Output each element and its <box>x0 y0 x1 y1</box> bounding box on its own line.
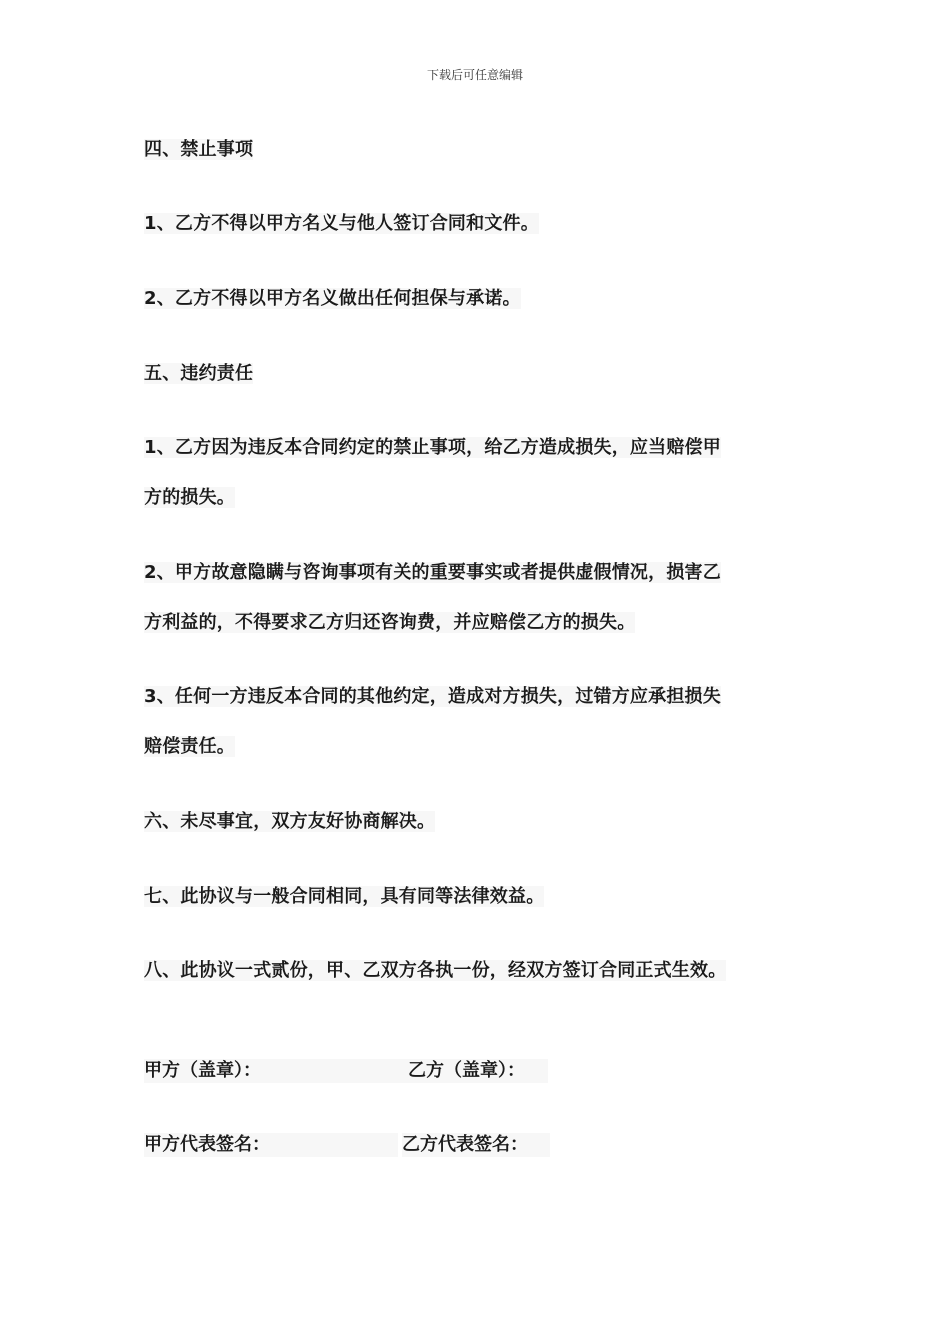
party-a-seal-label: 甲方（盖章）： <box>144 1059 410 1083</box>
section-4-item-2: 2、乙方不得以甲方名义做出任何担保与承诺。 <box>144 288 521 309</box>
section-4-title: 四、禁止事项 <box>144 139 254 160</box>
party-b-seal-label: 乙方（盖章）： <box>408 1059 548 1083</box>
section-7: 七、此协议与一般合同相同，具有同等法律效益。 <box>144 886 545 907</box>
section-5-item-1-line-2: 方的损失。 <box>144 487 235 508</box>
party-b-rep-label: 乙方代表签名： <box>402 1133 550 1157</box>
party-a-rep-label: 甲方代表签名： <box>144 1133 398 1157</box>
section-8: 八、此协议一式贰份，甲、乙双方各执一份，经双方签订合同正式生效。 <box>144 960 727 981</box>
section-5-item-1-line-1: 1、乙方因为违反本合同约定的禁止事项，给乙方造成损失，应当赔偿甲 <box>144 437 721 458</box>
page-header: 下载后可任意编辑 <box>426 68 523 82</box>
section-5-item-2-line-2: 方利益的，不得要求乙方归还咨询费，并应赔偿乙方的损失。 <box>144 612 636 633</box>
section-5-item-3-line-1: 3、任何一方违反本合同的其他约定，造成对方损失，过错方应承担损失 <box>144 686 721 707</box>
section-5-title: 五、违约责任 <box>144 363 254 384</box>
section-4-item-1: 1、乙方不得以甲方名义与他人签订合同和文件。 <box>144 213 539 234</box>
section-5-item-2-line-1: 2、甲方故意隐瞒与咨询事项有关的重要事实或者提供虚假情况，损害乙 <box>144 562 721 583</box>
section-5-item-3-line-2: 赔偿责任。 <box>144 736 235 757</box>
section-6: 六、未尽事宜，双方友好协商解决。 <box>144 811 436 832</box>
